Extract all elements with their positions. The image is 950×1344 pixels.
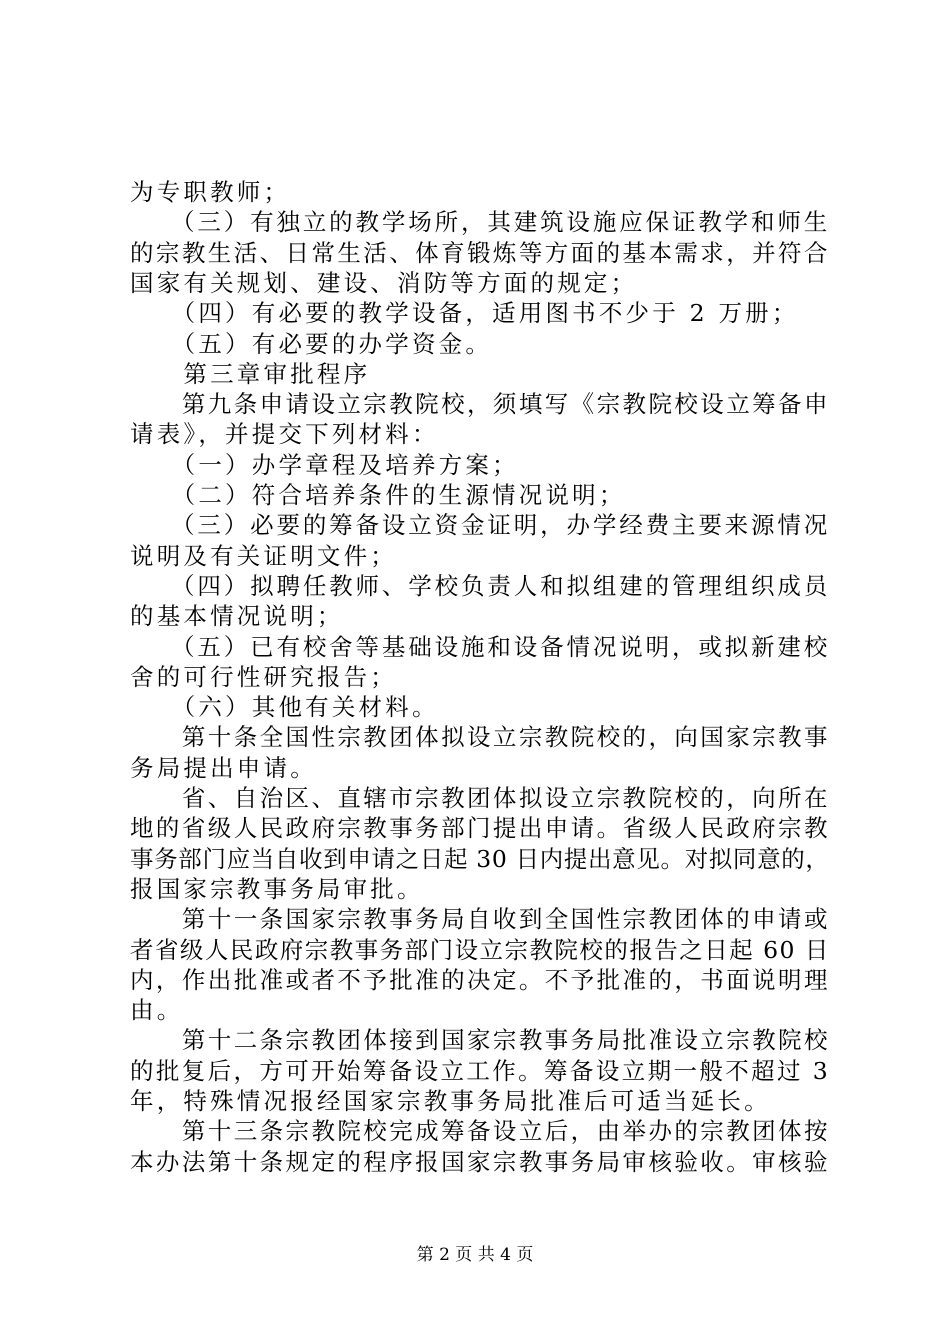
text-line: 者省级人民政府宗教事务部门设立宗教院校的报告之日起 60 日 — [130, 935, 830, 964]
text-line: 内，作出批准或者不予批准的决定。不予批准的，书面说明理 — [130, 965, 830, 994]
text-line: （五）已有校舍等基础设施和设备情况说明，或拟新建校 — [130, 632, 831, 661]
text-line: 事务部门应当自收到申请之日起 30 日内提出意见。对拟同意的， — [130, 844, 830, 873]
text-line: 第十二条宗教团体接到国家宗教事务局批准设立宗教院校 — [130, 1026, 830, 1055]
text-line: 的宗教生活、日常生活、体育锻炼等方面的基本需求，并符合 — [130, 238, 830, 267]
text-line: 为专职教师； — [130, 178, 291, 206]
text-line: 的批复后，方可开始筹备设立工作。筹备设立期一般不超过 3 — [130, 1056, 831, 1085]
text-line: （六）其他有关材料。 — [130, 693, 439, 722]
text-line: 省、自治区、直辖市宗教团体拟设立宗教院校的，向所在 — [130, 784, 830, 812]
text-line: （二）符合培养条件的生源情况说明； — [130, 481, 626, 509]
text-line: 国家有关规划、建设、消防等方面的规定； — [130, 268, 638, 297]
text-line: （一）办学章程及培养方案； — [130, 450, 519, 479]
text-line: 第十三条宗教院校完成筹备设立后，由举办的宗教团体按 — [130, 1117, 830, 1146]
text-line: （四）拟聘任教师、学校负责人和拟组建的管理组织成员 — [130, 571, 831, 600]
text-line: 报国家宗教事务局审批。 — [130, 874, 424, 903]
text-line: 舍的可行性研究报告； — [130, 662, 397, 691]
text-line: 第九条申请设立宗教院校，须填写《宗教院校设立筹备申 — [130, 390, 830, 419]
text-line: 说明及有关证明文件； — [130, 541, 397, 570]
text-line: 第十条全国性宗教团体拟设立宗教院校的，向国家宗教事 — [130, 723, 830, 752]
text-line: 第三章审批程序 — [130, 359, 371, 388]
text-line: 请表》，并提交下列材料： — [130, 420, 439, 449]
text-line: 务局提出申请。 — [130, 753, 317, 782]
text-line: 地的省级人民政府宗教事务部门提出申请。省级人民政府宗教 — [130, 814, 830, 843]
text-line: 第十一条国家宗教事务局自收到全国性宗教团体的申请或 — [130, 905, 830, 934]
text-line: 的基本情况说明； — [130, 602, 344, 631]
text-line: （五）有必要的办学资金。 — [130, 329, 493, 358]
text-line: （三）必要的筹备设立资金证明，办学经费主要来源情况 — [130, 511, 831, 540]
text-line: 本办法第十条规定的程序报国家宗教事务局审核验收。审核验 — [130, 1147, 830, 1176]
text-line: 年，特殊情况报经国家宗教事务局批准后可适当延长。 — [130, 1087, 771, 1115]
text-line: 由。 — [130, 996, 184, 1025]
text-line: （三）有独立的教学场所，其建筑设施应保证教学和师生 — [130, 208, 831, 237]
page-footer: 第 2 页 共 4 页 — [416, 1245, 534, 1265]
text-line: （四）有必要的教学设备，适用图书不少于 2 万册； — [130, 299, 799, 328]
